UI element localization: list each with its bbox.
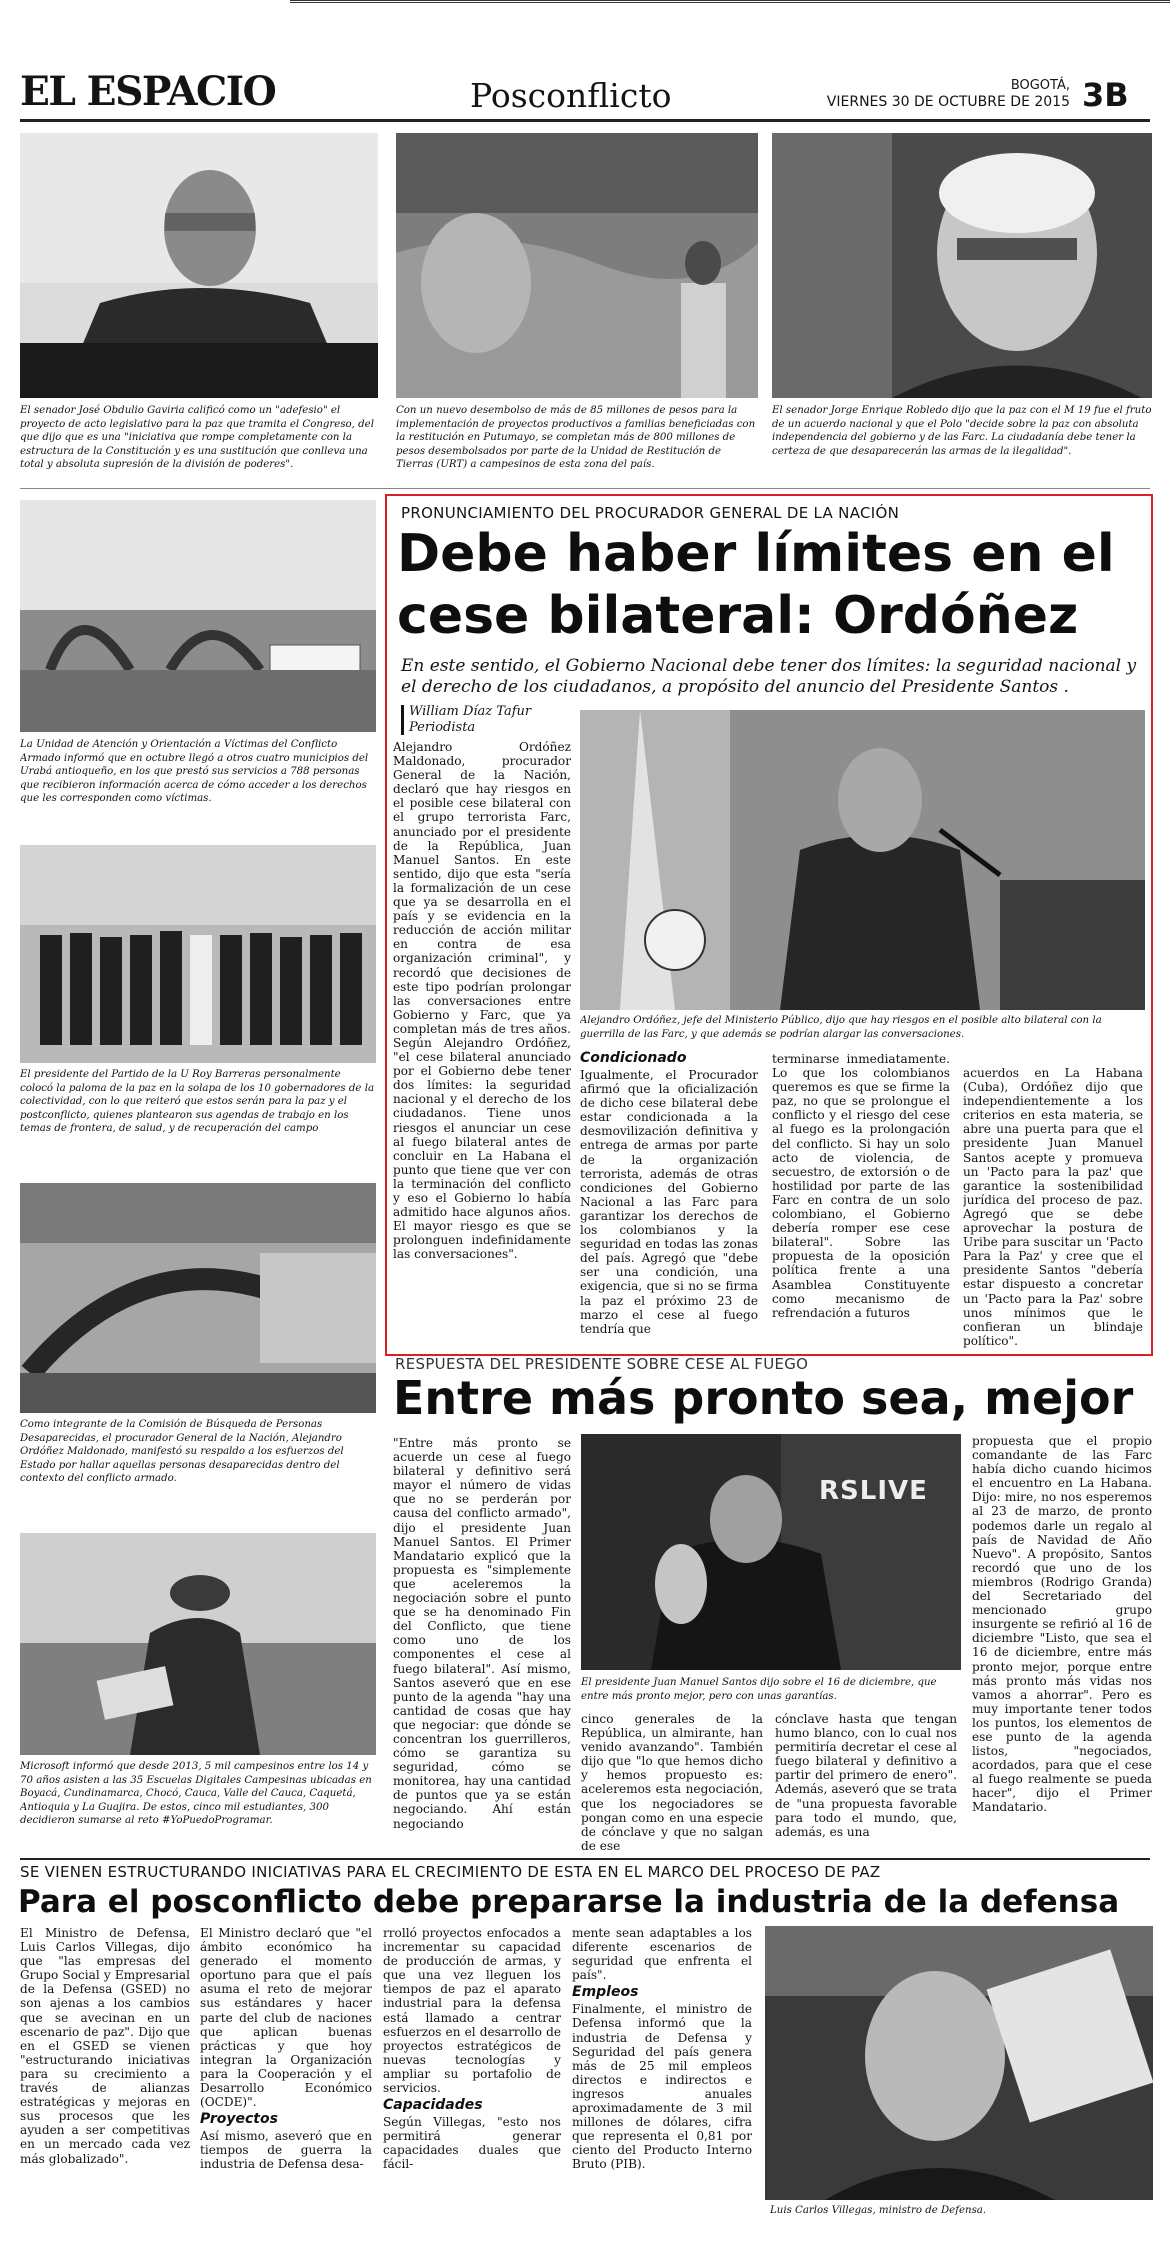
masthead-rule xyxy=(20,119,1150,122)
caption-left-1: La Unidad de Atención y Orientación a Víctimas del Conflicto Armado informó que en octubre llegó a otros cuatro municipios del Urabá antioqueño, en los que prestó sus servicios a 788 personas que recibieron información acerca de cómo acceder a los derechos que les corresponden como víctimas. xyxy=(20,739,369,805)
caption-top-2: Con un nuevo desembolso de más de 85 millones de pesos para la implementación de proyectos productivos a familias beneficiadas con la restitución en Putumayo, se completan más de 800 millones de pesos desembolsados por parte de la Unidad de Restitución de Tierras (URT) a campesinos de esta zona del país. xyxy=(396,405,756,471)
article3-col4b-text: Finalmente, el ministro de Defensa informó que la industria de Defensa y Seguridad del país genera más de 25 mil empleos directos e indirectos e ingresos anuales aproximadamente de 3 mil millones de dólares, cifra que representa el 0,81 por ciento del Producto Interno Bruto (PIB). xyxy=(572,2002,752,2172)
subhead-condicionado: Condicionado xyxy=(580,1050,687,1066)
article1-col4: acuerdos en La Habana (Cuba), Ordóñez dijo que independientemente a los criterios en esta materia, se abre una puerta para que el presidente Juan Manuel Santos acepte y promueva un 'Pacto para la paz' que garantice la sostenibilidad jurídica del proceso de paz. Agregó que se debe aprovechar la postura de Uribe para suscitar un 'Pacto Para la Paz' y cree que el presidente Santos "debería estar dispuesto a concretar un 'Pacto para la Paz' sobre unos mínimos que le confieran un blindaje político". xyxy=(963,1066,1143,1348)
section-title: Posconflicto xyxy=(470,76,672,115)
backdrop-text: RSLIVE xyxy=(819,1476,928,1506)
article1-col1: Alejandro Ordóñez Maldonado, procurador General de la Nación, declaró que hay riesgos en el posible cese bilateral con el grupo terrorista Farc, anunciado por el presidente de la República, Juan Manuel Santos. En este sentido, dijo que esta "sería la formalización de un cese que ya se desarrolla en el país y se evidencia en la reducción de acción militar en contra de esa organización criminal", y recordó que decisiones de este tipo podrían prolongar las conversaciones entre Gobierno y Farc, que ya completan más de tres años. Según Alejandro Ordóñez, "el cese bilateral anunciado por el Gobierno debe tener dos límites: la seguridad nacional y el derecho de los ciudadanos. Tiene unos riesgos el anunciar un cese al fuego bilateral antes de concluir en La Habana el punto que tiene que ver con la terminación del conflicto y eso el Gobierno lo había admitido hace algunos años. El mayor riesgo es que se prolonguen indefinidamente las conversaciones". xyxy=(393,740,571,1262)
photo-senator-gaviria xyxy=(20,133,378,398)
article3-col3 xyxy=(383,1926,561,2226)
headline-article1-line1: Debe haber límites en el xyxy=(397,524,1115,584)
article2-col1: "Entre más pronto se acuerde un cese al fuego bilateral y definitivo será mayor el número de vidas que no se perderán por causa del conflicto armado", dijo el presidente Juan Manuel Santos. El Primer Mandatario explicó que la propuesta es "simplemente que aceleremos la negociación sobre el punto que se ha denominado Fin del Conflicto, que tiene como uno de los componentes el cese al fuego bilateral". Así mismo, Santos aseveró que en ese punto de la agenda "hay una cantidad de cosas que hay que negociar: que dónde se concentran los guerrilleros, cómo se garantiza su seguridad, cómo se monitorea, hay una cantidad de puntos que ya se están negociando. Ahí están negociando xyxy=(393,1436,571,1831)
byline-bar xyxy=(401,705,404,735)
caption-top-1: El senador José Obdulio Gaviria calificó como un "adefesio" el proyecto de acto legislativo para la paz que tramita el Congreso, del que dijo que es una "iniciativa que rompe completamente con la estructura de la Constitución y es una sustitución que conlleva una total y absoluta supresión de la división de poderes". xyxy=(20,405,374,471)
caption-villegas-photo: Luis Carlos Villegas, ministro de Defensa. xyxy=(770,2205,987,2216)
photo-microsoft-campesinos xyxy=(20,1533,376,1755)
masthead-city: BOGOTÁ, xyxy=(1010,78,1070,93)
masthead xyxy=(0,0,1171,125)
photo-procurador-commission xyxy=(20,1183,376,1413)
kicker-article2: RESPUESTA DEL PRESIDENTE SOBRE CESE AL FUEGO xyxy=(395,1357,809,1371)
article3-col3b-text: Según Villegas, "esto nos permitirá generar capacidades duales que fácil- xyxy=(383,2115,561,2172)
caption-top-3: El senador Jorge Enrique Robledo dijo que la paz con el M 19 fue el fruto de un acuerdo nacional y que el Polo "decide sobre la paz con absoluta independencia del gobierno y de las Farc. La ciudadanía debe tener la certeza de que desaparecerán las armas de la ilegalidad". xyxy=(772,405,1152,457)
photo-putumayo-farmers xyxy=(396,133,758,398)
top-border-rule xyxy=(290,0,1170,6)
photo-partido-u xyxy=(20,845,376,1063)
page-number: 3B xyxy=(1082,76,1129,114)
article3-col4 xyxy=(572,1926,752,2226)
article1-col3: terminarse inmediatamente. Lo que los colombianos queremos es que se firme la paz, no que se prolongue el conflicto y el riesgo del cese al fuego es la prolongación del conflicto. Si hay un solo acto de violencia, de secuestro, de extorsión o de hostilidad por parte de las Farc en contra de un solo colombiano, el Gobierno debería romper ese cese bilateral". Sobre las propuesta de la oposición política frente a una Asamblea Constituyente como mecanismo de refrendación a futuros xyxy=(772,1052,950,1320)
article2-col2: cinco generales de la República, un almirante, han venido avanzando". También dijo que "lo que hemos dicho y hemos propuesto es: aceleremos esta negociación, que los negociadores se pongan como en una especie de cónclave y que no salgan de ese xyxy=(581,1712,763,1853)
kicker-article3: SE VIENEN ESTRUCTURANDO INICIATIVAS PARA EL CRECIMIENTO DE ESTA EN EL MARCO DEL PROCESO DE PAZ xyxy=(20,1863,881,1881)
headline-article1-line2: cese bilateral: Ordóñez xyxy=(397,586,1079,646)
article2-col4: propuesta que el propio comandante de las Farc había dicho cuando hicimos el encuentro en La Habana. Dijo: mire, no nos esperemos al 23 de marzo, de pronto podemos darle un regalo al país de Navidad de Año Nuevo". A propósito, Santos recordó que uno de los miembros (Rodrigo Granda) del Secretariado del mencionado grupo insurgente se refirió al 16 de diciembre "Listo, que sea el 16 de diciembre, entre más pronto mejor, porque entre más pronto más vidas nos vamos a ahorrar". Pero es muy importante tener todos los puntos, los elementos de ese punto de la agenda listos, "negociados, acordados, para que el cese al fuego realmente se pueda hacer", dijo el Primer Mandatario. xyxy=(972,1434,1152,1815)
photo-santos xyxy=(581,1434,961,1670)
brand-logo: EL ESPACIO xyxy=(20,68,276,115)
article-ordonez xyxy=(385,494,1153,1356)
article1-col2 xyxy=(580,1048,758,1350)
article3-col2 xyxy=(200,1926,372,2226)
headline-article3: Para el posconflicto debe prepararse la industria de la defensa xyxy=(18,1884,1120,1920)
article2-col3: cónclave hasta que tengan humo blanco, con lo cual nos permitiría decretar el cese al fuego bilateral y definitivo a partir del primero de enero". Además, aseveró que se trata de "una propuesta favorable para todo el mundo, que, además, es una xyxy=(775,1712,957,1839)
byline-author: William Díaz Tafur xyxy=(409,704,532,719)
photo-senator-robledo xyxy=(772,133,1152,398)
masthead-date: VIERNES 30 DE OCTUBRE DE 2015 xyxy=(826,94,1070,110)
caption-left-3: Como integrante de la Comisión de Búsqueda de Personas Desaparecidas, el procurador General de la Nación, Alejandro Ordóñez Maldonado, manifestó su respaldo a los esfuerzos del Estado por hallar aquellas personas desaparecidas dentro del contexto del conflicto armado. xyxy=(20,1419,344,1485)
kicker-article1: PRONUNCIAMIENTO DEL PROCURADOR GENERAL DE LA NACIÓN xyxy=(401,504,900,522)
caption-left-2: El presidente del Partido de la U Roy Barreras personalmente colocó la paloma de la paz en la solapa de los 10 gobernadores de la colectividad, con lo que reiteró que estos serán para la paz y el postconflicto, quienes plantearon sus agendas de trabajo en los temas de frontera, de salud, y de recuperación del campo xyxy=(20,1069,375,1135)
row-divider xyxy=(20,488,1150,489)
photo-ordonez-speech xyxy=(580,710,1145,1010)
headline-article2: Entre más pronto sea, mejor xyxy=(393,1371,1134,1425)
article3-col4-text: mente sean adaptables a los diferente escenarios de seguridad que enfrenta el país". xyxy=(572,1926,752,1983)
deck-article1: En este sentido, el Gobierno Nacional debe tener dos límites: la seguridad nacional y el derecho de los ciudadanos, a propósito del anuncio del Presidente Santos . xyxy=(401,656,1137,697)
article3-col2-text: El Ministro declaró que "el ámbito económico ha generado el momento oportuno para que el país asuma el reto de mejorar sus estándares y hacer parte del club de naciones que aplican buenas prácticas y que hoy integran la Organización para la Cooperación y el Desarrollo Económico (OCDE)". xyxy=(200,1926,372,2110)
article3-top-rule xyxy=(20,1858,1150,1860)
subhead-empleos: Empleos xyxy=(572,1984,639,2001)
caption-ordonez-photo: Alejandro Ordóñez, jefe del Ministerio Público, dijo que hay riesgos en el posible alto bilateral con la guerrilla de las Farc, y que además se podrían alargar las conversaciones. xyxy=(580,1015,1102,1040)
article3-col3-text: rrolló proyectos enfocados a incrementar su capacidad de producción de armas, y que una vez lleguen los tiempos de paz el aparato industrial para la defensa está llamado a centrar esfuerzos en el desarrollo de proyectos estratégicos de nuevas tecnologías y ampliar su portafolio de servicios. xyxy=(383,1926,561,2096)
article3-col2b-text: Así mismo, aseveró que en tiempos de guerra la industria de Defensa desa- xyxy=(200,2129,372,2172)
article3-col1: El Ministro de Defensa, Luis Carlos Villegas, dijo que "las empresas del Grupo Social y Empresarial de la Defensa (GSED) no son ajenas a los cambios que se avecinan en un escenario de paz". Dijo que en el GSED se vienen "estructurando iniciativas para su crecimiento a través de alianzas estratégicas y mejoras en sus procesos que les ayuden a ser competitivas en un mercado cada vez más globalizado". xyxy=(20,1926,190,2166)
caption-santos-photo: El presidente Juan Manuel Santos dijo sobre el 16 de diciembre, que entre más pronto mejor, pero con unas garantías. xyxy=(581,1677,937,1702)
subhead-capacidades: Capacidades xyxy=(383,2097,483,2114)
subhead-proyectos: Proyectos xyxy=(200,2111,278,2128)
article1-col2-text: Igualmente, el Procurador afirmó que la oficialización de dicho cese bilateral debe estar condicionada a la desmovilización definitiva y entrega de armas por parte de la organización terrorista, además de otras condiciones del Gobierno Nacional a las Farc para garantizar los derechos de los colombianos y la seguridad en todas las zonas del país. Agregó que "debe ser una condición, una exigencia, que si no se firma la paz el próximo 23 de marzo el cese al fuego tendría que xyxy=(580,1068,758,1336)
photo-villegas xyxy=(765,1926,1153,2200)
caption-left-4: Microsoft informó que desde 2013, 5 mil campesinos entre los 14 y 70 años asisten a las 35 Escuelas Digitales Campesinas ubicadas en Boyacá, Cundinamarca, Chocó, Cauca, Valle del Cauca, Caquetá, Antioquia y La Guajira. De estos, cinco mil estudiantes, 300 decidieron sumarse al reto #YoPuedoProgramar. xyxy=(20,1761,372,1827)
photo-victims-unit xyxy=(20,500,376,732)
byline-role: Periodista xyxy=(409,720,476,735)
